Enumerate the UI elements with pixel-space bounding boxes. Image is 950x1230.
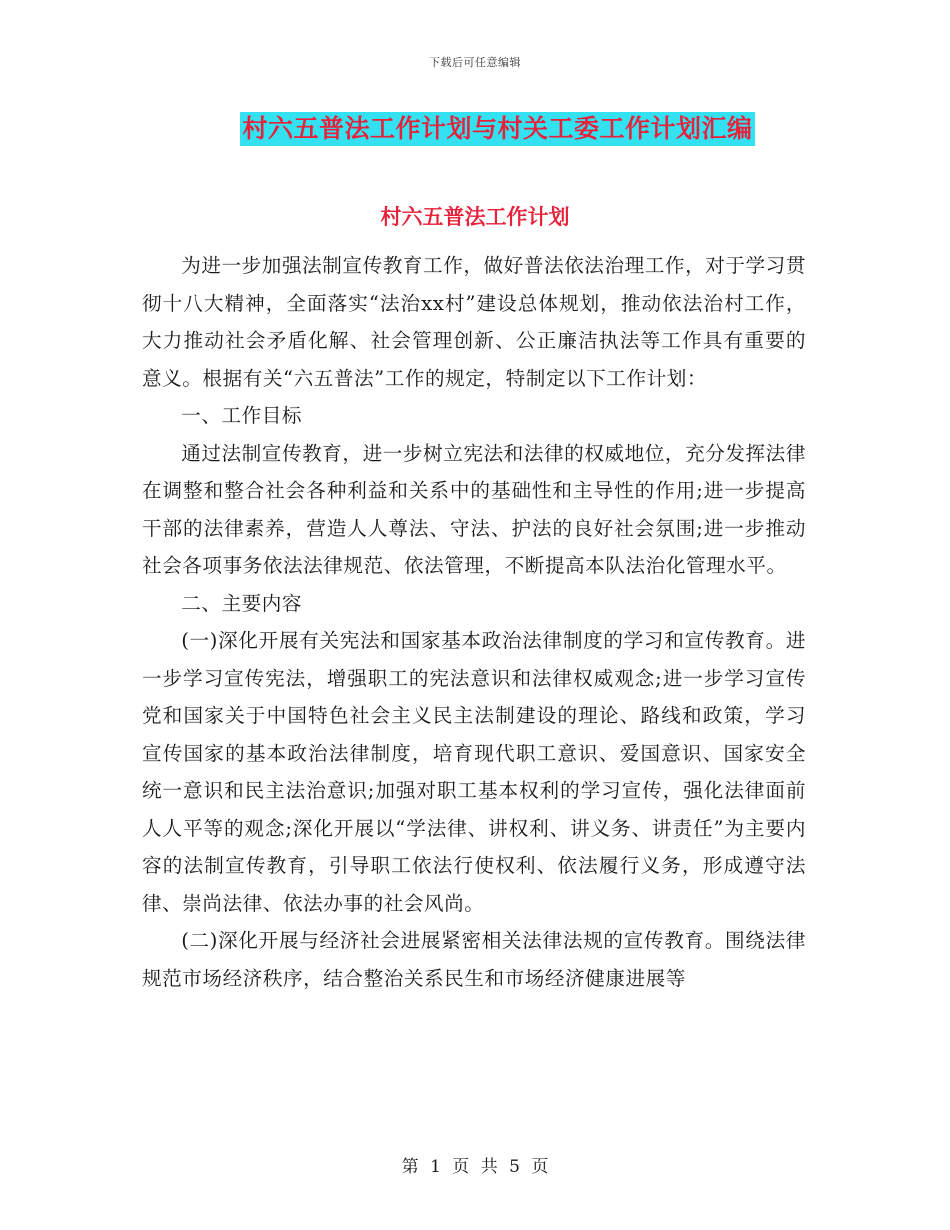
paragraph-intro: 为进一步加强法制宣传教育工作，做好普法依法治理工作，对于学习贯彻十八大精神，全面落实“法治xx村”建设总体规划，推动依法治村工作，大力推动社会矛盾化解、社会管理创新、公正廉洁执法等工作具有重要的意义。根据有关“六五普法”工作的规定，特制定以下工作计划：	[142, 254, 806, 390]
heading-work-goals: 一、工作目标	[181, 404, 303, 427]
heading-main-content: 二、主要内容	[181, 591, 303, 615]
main-title: 村六五普法工作计划与村关工委工作计划汇编	[240, 112, 754, 146]
paragraph-work-goals: 通过法制宣传教育，进一步树立宪法和法律的权威地位，充分发挥法律在调整和整合社会各种利益和关系中的基础性和主导性的作用;进一步提高干部的法律素养，营造人人尊法、守法、护法的良好社会氛围;进一步推动社会各项事务依法法律规范、依法管理，不断提高本队法治化管理水平。	[142, 441, 806, 577]
main-title-container	[0, 112, 950, 146]
section-title: 村六五普法工作计划	[380, 204, 570, 229]
page-number: 第 1 页 共 5 页	[401, 1157, 549, 1177]
paragraph-item-1: (一)深化开展有关宪法和国家基本政治法律制度的学习和宣传教育。进一步学习宣传宪法，增强职工的宪法意识和法律权威观念;进一步学习宣传党和国家关于中国特色社会主义民主法制建设的理论、路线和政策，学习宣传国家的基本政治法律制度，培育现代职工意识、爱国意识、国家安全统一意识和民主法治意识;加强对职工基本权利的学习宣传，强化法律面前人人平等的观念;深化开展以“学法律、讲权利、讲义务、讲责任”为主要内容的法制宣传教育，引导职工依法行使权利、依法履行义务，形成遵守法律、崇尚法律、依法办事的社会风尚。	[142, 629, 806, 915]
paragraph-item-2: (二)深化开展与经济社会进展紧密相关法律法规的宣传教育。围绕法律规范市场经济秩序，结合整治关系民生和市场经济健康进展等	[142, 929, 806, 990]
document-body	[142, 247, 806, 997]
page-header-note: 下载后可任意编辑	[429, 56, 521, 69]
